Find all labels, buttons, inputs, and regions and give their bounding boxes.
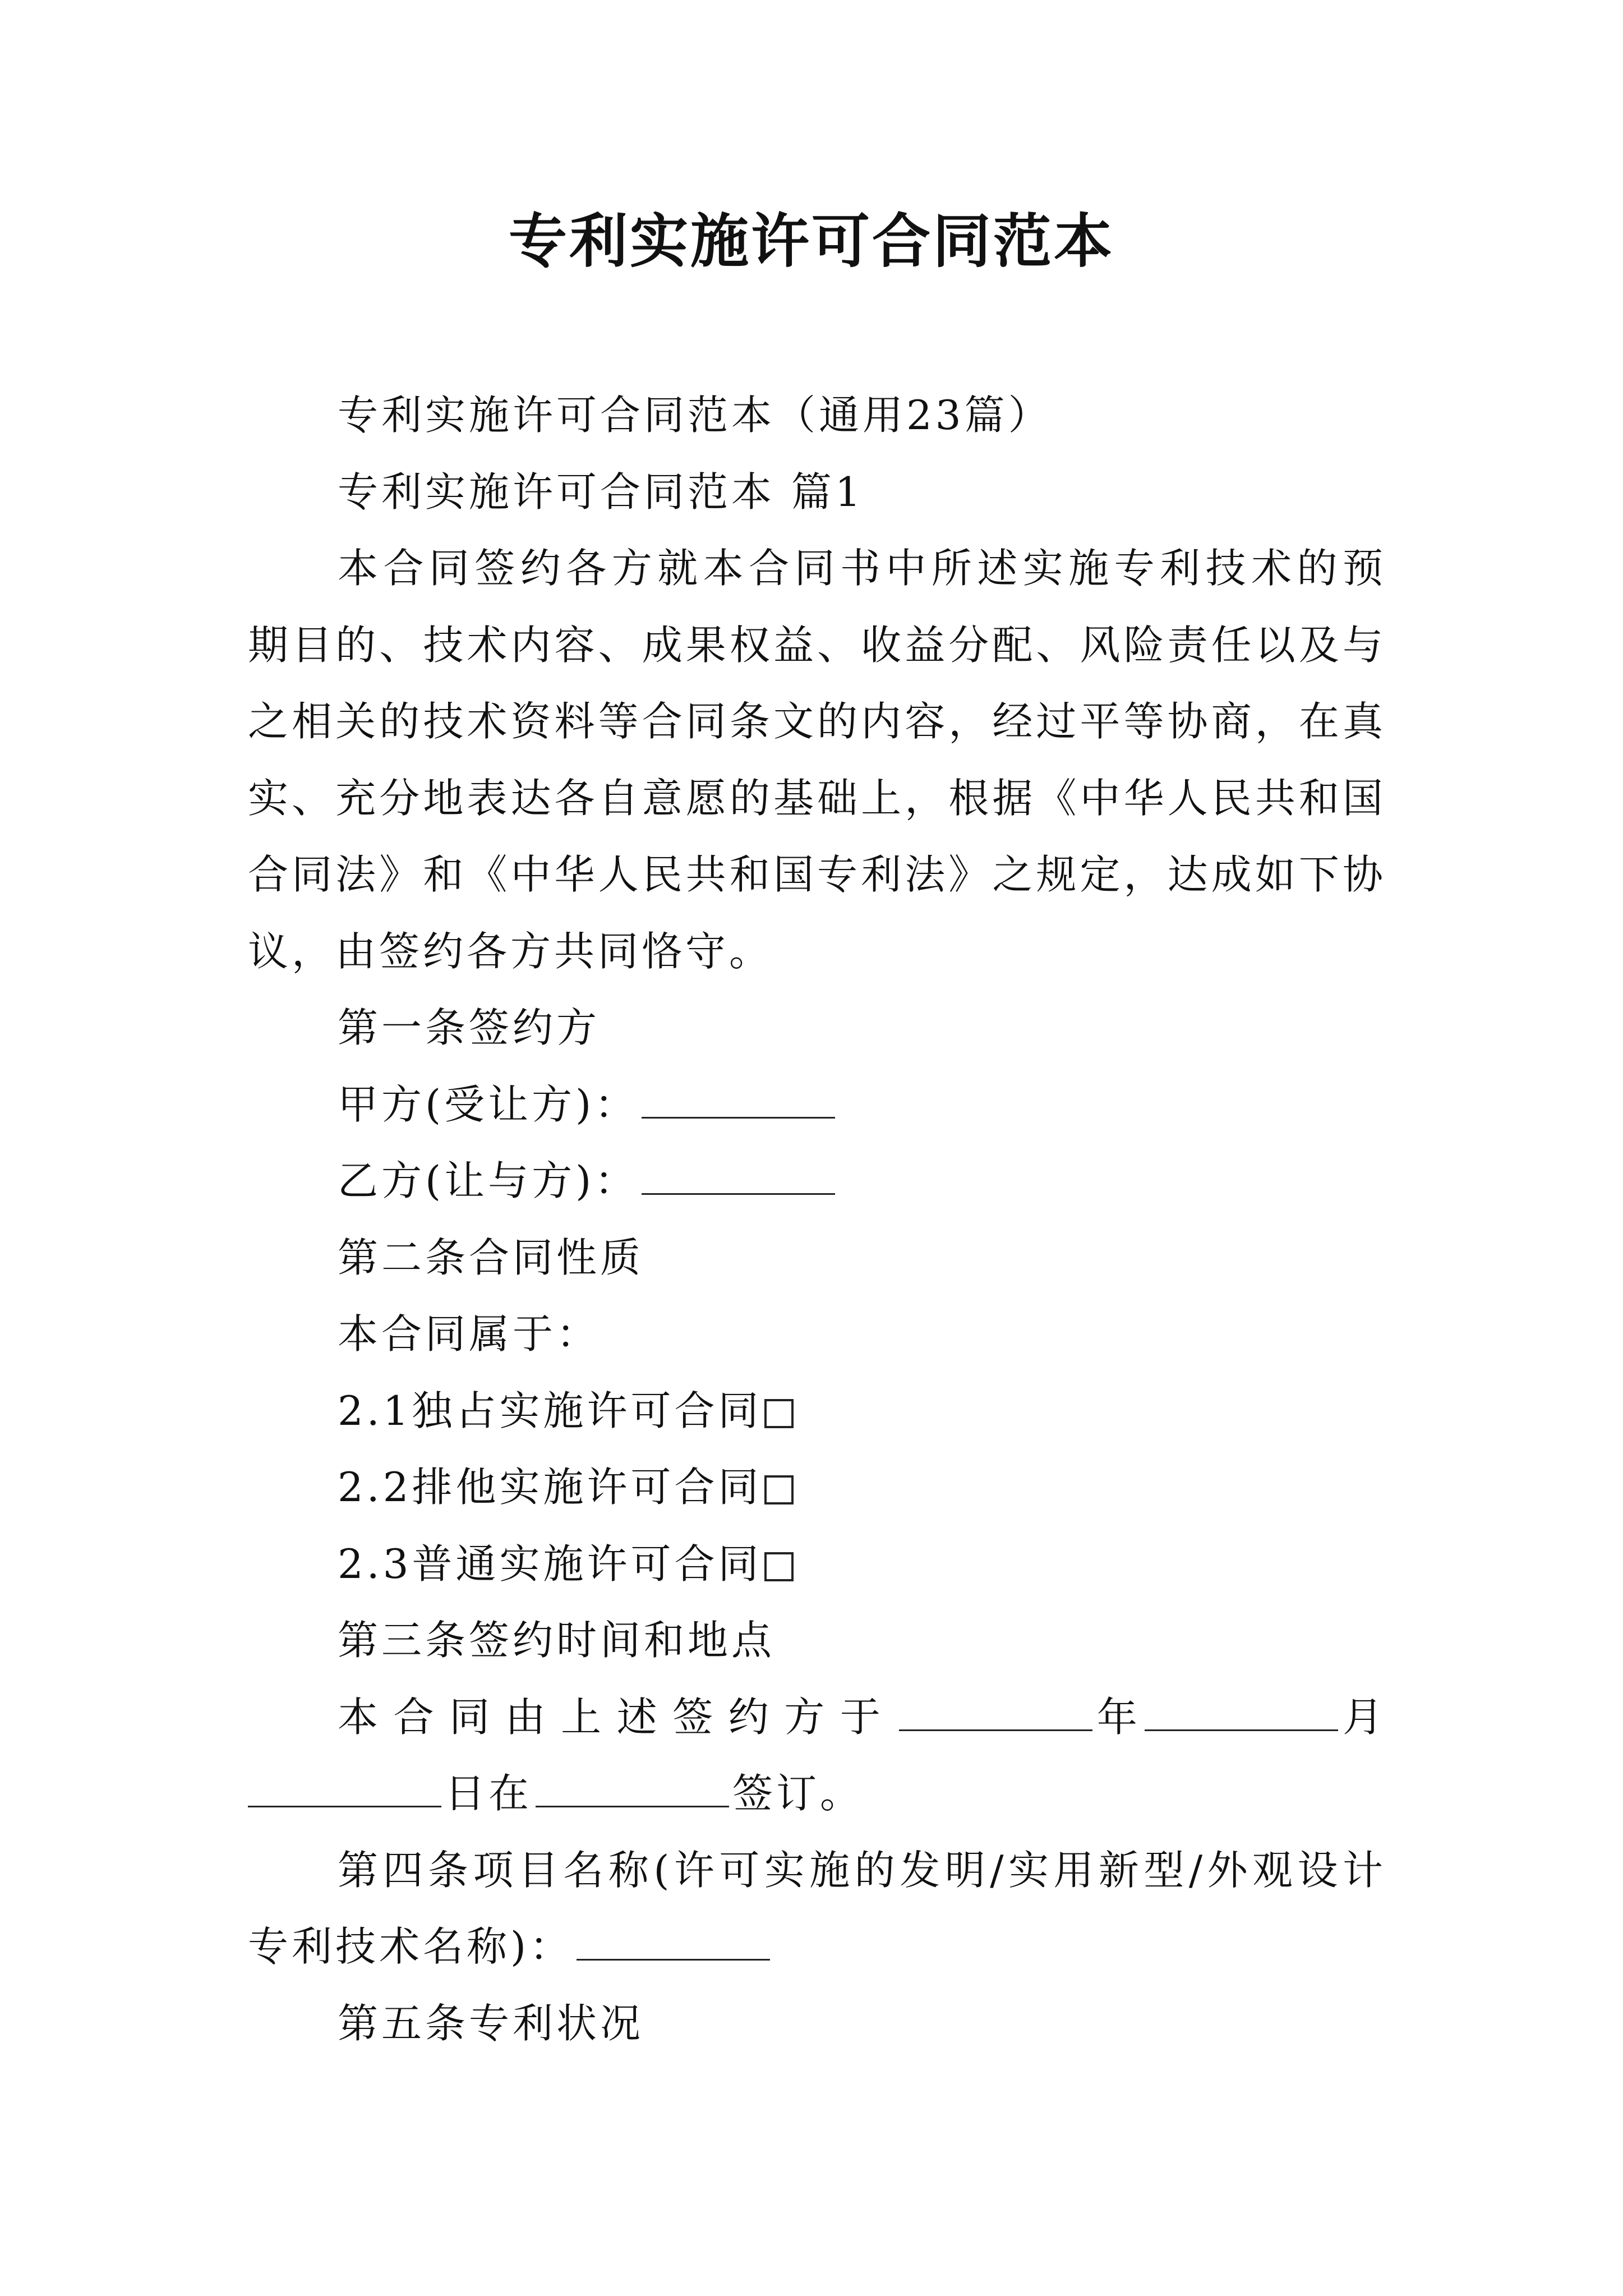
- article-2-heading: 第二条合同性质: [338, 1234, 644, 1281]
- signing-prefix: 本合同由上述签约方于: [338, 1693, 896, 1741]
- article-5-heading: 第五条专利状况: [338, 1999, 644, 2047]
- month-label: 月: [1341, 1693, 1386, 1741]
- article-4-blank: [577, 1925, 770, 1961]
- party-b-blank: [642, 1159, 835, 1195]
- year-label: 年: [1096, 1693, 1142, 1741]
- option-sole: [248, 1449, 1386, 1526]
- document-body: [248, 377, 1386, 2062]
- signed-label: 签订。: [732, 1770, 864, 1817]
- party-b-label: 乙方(让与方)：: [338, 1157, 639, 1204]
- article-3-heading: 第三条签约时间和地点: [338, 1617, 776, 1664]
- contract-belongs: 本合同属于：: [338, 1310, 601, 1358]
- article-4-paragraph: [248, 1832, 1386, 1985]
- party-b-line: [248, 1143, 1386, 1220]
- place-blank: [536, 1772, 729, 1807]
- option-exclusive-label: 2.1独占实施许可合同: [338, 1387, 762, 1434]
- year-blank: [899, 1696, 1092, 1731]
- intro-paragraph: 本合同签约各方就本合同书中所述实施专利技术的预期目的、技术内容、成果权益、收益分配、风险责任以及与之相关的技术资料等合同条文的内容，经过平等协商，在真实、充分地表达各自意愿的基础上，根据《中华人民共和国合同法》和《中华人民共和国专利法》之规定，达成如下协议，由签约各方共同恪守。: [248, 545, 1386, 975]
- document-title: 专利实施许可合同范本: [508, 206, 1114, 275]
- day-blank: [248, 1772, 441, 1807]
- option-sole-label: 2.2排他实施许可合同: [338, 1464, 762, 1511]
- option-exclusive: [248, 1373, 1386, 1450]
- month-blank: [1145, 1696, 1338, 1731]
- subtitle: 专利实施许可合同范本（通用23篇）: [338, 392, 1052, 439]
- article-1-heading: 第一条签约方: [338, 1004, 601, 1051]
- checkbox-ordinary: [764, 1552, 794, 1581]
- signing-paragraph: [248, 1679, 1386, 1832]
- option-ordinary-label: 2.3普通实施许可合同: [338, 1540, 762, 1588]
- checkbox-sole: [764, 1475, 794, 1504]
- party-a-line: [248, 1066, 1386, 1143]
- party-a-blank: [642, 1083, 835, 1119]
- option-ordinary: [248, 1526, 1386, 1603]
- party-a-label: 甲方(受让方)：: [338, 1080, 639, 1128]
- section-heading: 专利实施许可合同范本 篇1: [338, 468, 864, 516]
- checkbox-exclusive: [764, 1399, 794, 1428]
- day-label: 日在: [445, 1770, 533, 1817]
- article-4-text: 第四条项目名称(许可实施的发明/实用新型/外观设计专利技术名称)：: [248, 1846, 1386, 1970]
